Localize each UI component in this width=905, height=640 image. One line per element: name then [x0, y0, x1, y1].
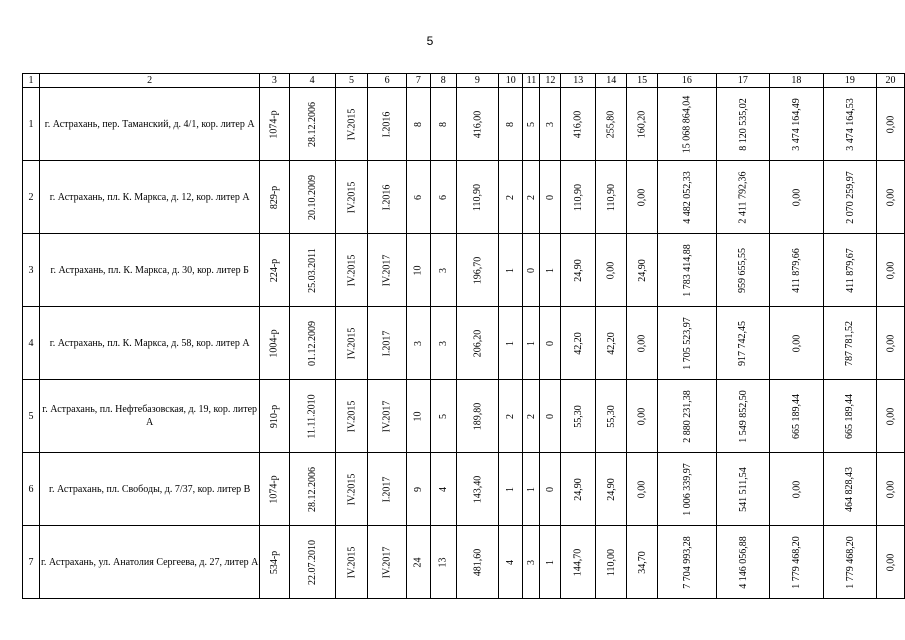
cell-value: I.2017	[381, 476, 393, 502]
cell-col-13	[561, 526, 596, 599]
cell-value: 1	[544, 559, 556, 565]
cell-col-4	[289, 234, 335, 307]
cell-value: 0,00	[885, 480, 897, 498]
cell-col-5	[335, 88, 368, 161]
cell-value: 4 146 056,88	[737, 535, 749, 589]
cell-col-19	[823, 526, 877, 599]
cell-value: 5	[525, 121, 537, 127]
cell-value: 416,00	[471, 110, 483, 138]
cell-col-15	[627, 88, 658, 161]
cell-col-4	[289, 88, 335, 161]
cell-value: 411 879,66	[790, 247, 802, 293]
cell-value: 0,00	[885, 407, 897, 425]
cell-col-12	[540, 234, 561, 307]
cell-col-17	[716, 88, 770, 161]
cell-col-4	[289, 453, 335, 526]
cell-value: IV.2015	[345, 327, 357, 359]
cell-value: 1 779 468,20	[790, 535, 802, 589]
cell-value: 24,90	[605, 477, 617, 501]
cell-col-15	[627, 161, 658, 234]
cell-value: 4	[505, 559, 517, 565]
cell-value: 0,00	[636, 188, 648, 206]
cell-col-7	[406, 234, 430, 307]
cell-col-10	[499, 453, 523, 526]
cell-value: 0	[544, 413, 556, 419]
cell-col-18	[770, 380, 824, 453]
cell-value: 9	[412, 486, 424, 492]
cell-value: 8	[505, 121, 517, 127]
cell-value: 4 482 052,33	[681, 170, 693, 224]
cell-value: IV.2015	[345, 181, 357, 213]
cell-col-1: 4	[23, 307, 40, 380]
cell-col-16	[658, 307, 717, 380]
address-cell: г. Астрахань, пл. К. Маркса, д. 58, кор. литер А	[40, 307, 260, 380]
address-cell: г. Астрахань, пл. К. Маркса, д. 30, кор. литер Б	[40, 234, 260, 307]
cell-value: 3	[437, 340, 449, 346]
cell-col-5	[335, 307, 368, 380]
cell-col-20	[877, 234, 905, 307]
cell-col-9	[456, 161, 499, 234]
cell-value: 24	[412, 557, 424, 567]
cell-col-9	[456, 380, 499, 453]
cell-col-19	[823, 453, 877, 526]
cell-col-1: 7	[23, 526, 40, 599]
table-row	[23, 453, 905, 526]
cell-col-4	[289, 526, 335, 599]
cell-col-6	[368, 234, 406, 307]
cell-col-19	[823, 161, 877, 234]
cell-value: 55,30	[605, 404, 617, 428]
cell-value: 13	[437, 557, 449, 567]
cell-col-13	[561, 380, 596, 453]
cell-value: 8	[412, 121, 424, 127]
cell-value: 24,90	[572, 477, 584, 501]
cell-value: 110,00	[605, 548, 617, 576]
cell-col-1: 6	[23, 453, 40, 526]
cell-value: 3	[437, 267, 449, 273]
cell-value: IV.2015	[345, 400, 357, 432]
address-cell: г. Астрахань, пл. Свободы, д. 7/37, кор. литер В	[40, 453, 260, 526]
cell-value: 28.12.2006	[306, 101, 318, 147]
cell-value: 8 120 535,02	[737, 97, 749, 151]
cell-col-3	[260, 380, 289, 453]
cell-col-3	[260, 161, 289, 234]
cell-value: 2 070 259,97	[844, 170, 856, 224]
cell-value: 3 474 164,49	[790, 97, 802, 151]
cell-value: 1	[505, 267, 517, 273]
cell-col-16	[658, 380, 717, 453]
cell-col-4	[289, 380, 335, 453]
cell-value: 2 880 231,38	[681, 389, 693, 443]
cell-value: IV.2017	[381, 400, 393, 432]
cell-col-13	[561, 88, 596, 161]
cell-value: I.2016	[381, 111, 393, 137]
cell-value: IV.2017	[381, 254, 393, 286]
cell-value: 0	[544, 486, 556, 492]
table-row	[23, 234, 905, 307]
table-row	[23, 526, 905, 599]
cell-value: 2	[525, 413, 537, 419]
cell-value: 3	[525, 559, 537, 565]
cell-value: 42,20	[572, 331, 584, 355]
cell-value: 1	[544, 267, 556, 273]
header-row	[23, 74, 905, 88]
cell-value: 464 828,43	[844, 466, 856, 512]
cell-col-3	[260, 526, 289, 599]
cell-value: 20.10.2009	[306, 174, 318, 220]
cell-col-20	[877, 307, 905, 380]
cell-value: 0,00	[885, 115, 897, 133]
cell-value: IV.2015	[345, 473, 357, 505]
cell-value: 110,90	[572, 183, 584, 211]
cell-value: 196,70	[471, 256, 483, 284]
cell-col-8	[430, 526, 456, 599]
header-cell-9: 9	[456, 74, 499, 88]
cell-col-13	[561, 234, 596, 307]
cell-col-15	[627, 453, 658, 526]
cell-col-11	[523, 88, 540, 161]
cell-value: 6	[437, 194, 449, 200]
cell-col-17	[716, 161, 770, 234]
table-row	[23, 307, 905, 380]
cell-col-10	[499, 88, 523, 161]
header-cell-2: 2	[40, 74, 260, 88]
cell-value: 541 511,54	[737, 466, 749, 512]
cell-value: 189,80	[471, 402, 483, 430]
cell-value: 24,90	[572, 258, 584, 282]
cell-col-11	[523, 234, 540, 307]
cell-value: 534-р	[268, 550, 280, 574]
cell-col-16	[658, 234, 717, 307]
cell-col-11	[523, 380, 540, 453]
cell-col-16	[658, 161, 717, 234]
cell-col-19	[823, 307, 877, 380]
cell-value: 1 779 468,20	[844, 535, 856, 589]
header-cell-7: 7	[406, 74, 430, 88]
cell-value: 2	[525, 194, 537, 200]
cell-col-18	[770, 161, 824, 234]
cell-value: 1	[505, 486, 517, 492]
cell-col-8	[430, 380, 456, 453]
cell-value: 1004-р	[268, 328, 280, 358]
cell-value: 2 411 792,36	[737, 170, 749, 224]
cell-col-7	[406, 453, 430, 526]
cell-col-1: 5	[23, 380, 40, 453]
cell-col-16	[658, 88, 717, 161]
cell-value: 24,90	[636, 258, 648, 282]
cell-col-5	[335, 234, 368, 307]
cell-value: 1074-р	[268, 109, 280, 139]
cell-value: 2	[505, 413, 517, 419]
cell-col-12	[540, 526, 561, 599]
cell-col-9	[456, 453, 499, 526]
cell-value: I.2017	[381, 330, 393, 356]
cell-col-10	[499, 307, 523, 380]
cell-value: 0,00	[885, 188, 897, 206]
cell-value: 0	[525, 267, 537, 273]
cell-value: 0,00	[885, 261, 897, 279]
cell-value: 1 549 852,50	[737, 389, 749, 443]
cell-col-19	[823, 380, 877, 453]
cell-value: 10	[412, 265, 424, 275]
cell-col-17	[716, 234, 770, 307]
cell-col-6	[368, 453, 406, 526]
cell-col-20	[877, 453, 905, 526]
header-cell-3: 3	[260, 74, 289, 88]
cell-col-7	[406, 526, 430, 599]
cell-value: 224-р	[268, 258, 280, 282]
cell-value: 0,00	[636, 407, 648, 425]
cell-col-7	[406, 161, 430, 234]
cell-col-15	[627, 526, 658, 599]
cell-value: 1 006 339,97	[681, 462, 693, 516]
cell-col-14	[596, 380, 627, 453]
cell-col-18	[770, 453, 824, 526]
cell-col-10	[499, 380, 523, 453]
cell-col-4	[289, 161, 335, 234]
cell-value: 0	[544, 194, 556, 200]
cell-col-7	[406, 307, 430, 380]
header-cell-10: 10	[499, 74, 523, 88]
cell-value: 255,80	[605, 110, 617, 138]
header-cell-13: 13	[561, 74, 596, 88]
cell-value: 665 189,44	[790, 393, 802, 439]
cell-value: 160,20	[636, 110, 648, 138]
cell-value: 22.07.2010	[306, 539, 318, 585]
table-row	[23, 161, 905, 234]
cell-col-5	[335, 526, 368, 599]
cell-col-16	[658, 453, 717, 526]
header-cell-17: 17	[716, 74, 770, 88]
header-cell-20: 20	[877, 74, 905, 88]
cell-col-3	[260, 234, 289, 307]
cell-col-6	[368, 307, 406, 380]
header-cell-6: 6	[368, 74, 406, 88]
cell-col-8	[430, 88, 456, 161]
cell-col-17	[716, 380, 770, 453]
cell-value: 3 474 164,53	[844, 97, 856, 151]
cell-col-10	[499, 234, 523, 307]
cell-col-8	[430, 307, 456, 380]
cell-value: 1	[505, 340, 517, 346]
cell-value: 959 655,55	[737, 247, 749, 293]
cell-value: 25.03.2011	[306, 247, 318, 293]
cell-value: 1	[525, 340, 537, 346]
table-row	[23, 380, 905, 453]
cell-value: 1 705 523,97	[681, 316, 693, 370]
table-row	[23, 88, 905, 161]
cell-col-5	[335, 453, 368, 526]
cell-col-7	[406, 88, 430, 161]
cell-col-3	[260, 307, 289, 380]
cell-col-5	[335, 161, 368, 234]
cell-col-18	[770, 526, 824, 599]
cell-col-18	[770, 88, 824, 161]
cell-col-16	[658, 526, 717, 599]
cell-col-5	[335, 380, 368, 453]
cell-col-18	[770, 307, 824, 380]
header-cell-11: 11	[523, 74, 540, 88]
cell-value: 0,00	[790, 480, 802, 498]
header-cell-4: 4	[289, 74, 335, 88]
page-number: 5	[426, 34, 434, 48]
cell-value: 4	[437, 486, 449, 492]
header-cell-1: 1	[23, 74, 40, 88]
cell-col-1: 1	[23, 88, 40, 161]
cell-col-17	[716, 307, 770, 380]
cell-col-20	[877, 526, 905, 599]
cell-col-14	[596, 161, 627, 234]
cell-col-3	[260, 453, 289, 526]
cell-col-8	[430, 234, 456, 307]
cell-value: 8	[437, 121, 449, 127]
cell-value: 34,70	[636, 550, 648, 574]
address-cell: г. Астрахань, пер. Таманский, д. 4/1, кор. литер А	[40, 88, 260, 161]
cell-value: 917 742,45	[737, 320, 749, 366]
resettlement-table	[22, 73, 905, 599]
cell-value: 0,00	[790, 334, 802, 352]
cell-value: 481,60	[471, 548, 483, 576]
cell-col-8	[430, 453, 456, 526]
header-cell-18: 18	[770, 74, 824, 88]
cell-value: 829-р	[268, 185, 280, 209]
cell-col-11	[523, 526, 540, 599]
cell-col-13	[561, 453, 596, 526]
cell-col-15	[627, 307, 658, 380]
cell-value: 0,00	[885, 334, 897, 352]
address-cell: г. Астрахань, пл. Нефтебазовская, д. 19, кор. литер А	[40, 380, 260, 453]
cell-col-6	[368, 526, 406, 599]
cell-col-1: 2	[23, 161, 40, 234]
cell-col-20	[877, 380, 905, 453]
cell-value: IV.2017	[381, 546, 393, 578]
cell-value: 7 704 993,28	[681, 535, 693, 589]
cell-col-17	[716, 453, 770, 526]
cell-col-1: 3	[23, 234, 40, 307]
header-cell-19: 19	[823, 74, 877, 88]
cell-col-14	[596, 307, 627, 380]
header-cell-5: 5	[335, 74, 368, 88]
cell-value: 0,00	[636, 334, 648, 352]
cell-value: 28.12.2006	[306, 466, 318, 512]
cell-col-11	[523, 307, 540, 380]
cell-col-20	[877, 161, 905, 234]
cell-value: 3	[544, 121, 556, 127]
cell-value: 11.11.2010	[306, 393, 318, 439]
cell-col-7	[406, 380, 430, 453]
cell-value: 0,00	[790, 188, 802, 206]
cell-value: 1074-р	[268, 474, 280, 504]
address-cell: г. Астрахань, ул. Анатолия Сергеева, д. 27, литер А	[40, 526, 260, 599]
cell-value: 206,20	[471, 329, 483, 357]
cell-value: 3	[412, 340, 424, 346]
cell-col-12	[540, 88, 561, 161]
header-cell-8: 8	[430, 74, 456, 88]
cell-value: 416,00	[572, 110, 584, 138]
header-cell-15: 15	[627, 74, 658, 88]
cell-col-17	[716, 526, 770, 599]
cell-col-14	[596, 234, 627, 307]
cell-col-15	[627, 380, 658, 453]
cell-col-9	[456, 307, 499, 380]
cell-value: 910-р	[268, 404, 280, 428]
cell-col-9	[456, 234, 499, 307]
cell-col-6	[368, 88, 406, 161]
cell-col-14	[596, 88, 627, 161]
cell-col-11	[523, 453, 540, 526]
cell-value: 1	[525, 486, 537, 492]
cell-col-14	[596, 453, 627, 526]
cell-col-19	[823, 234, 877, 307]
cell-value: 6	[412, 194, 424, 200]
cell-col-4	[289, 307, 335, 380]
cell-col-20	[877, 88, 905, 161]
cell-col-9	[456, 526, 499, 599]
cell-value: 144,70	[572, 548, 584, 576]
cell-col-6	[368, 380, 406, 453]
cell-col-12	[540, 307, 561, 380]
cell-value: 787 781,52	[844, 320, 856, 366]
cell-col-19	[823, 88, 877, 161]
header-cell-16: 16	[658, 74, 717, 88]
cell-col-14	[596, 526, 627, 599]
cell-col-12	[540, 161, 561, 234]
cell-value: 10	[412, 411, 424, 421]
header-cell-14: 14	[596, 74, 627, 88]
cell-col-13	[561, 307, 596, 380]
cell-col-18	[770, 234, 824, 307]
cell-value: 411 879,67	[844, 247, 856, 293]
header-cell-12: 12	[540, 74, 561, 88]
cell-col-15	[627, 234, 658, 307]
cell-value: I.2016	[381, 184, 393, 210]
cell-col-10	[499, 526, 523, 599]
cell-value: 0,00	[605, 261, 617, 279]
cell-col-13	[561, 161, 596, 234]
cell-col-8	[430, 161, 456, 234]
cell-value: 1 783 414,88	[681, 243, 693, 297]
cell-value: 143,40	[471, 475, 483, 503]
cell-value: 665 189,44	[844, 393, 856, 439]
cell-value: 0	[544, 340, 556, 346]
cell-value: 42,20	[605, 331, 617, 355]
cell-value: 5	[437, 413, 449, 419]
cell-col-12	[540, 453, 561, 526]
cell-value: 110,90	[605, 183, 617, 211]
cell-value: 15 068 864,04	[681, 95, 693, 153]
cell-col-12	[540, 380, 561, 453]
address-cell: г. Астрахань, пл. К. Маркса, д. 12, кор. литер А	[40, 161, 260, 234]
cell-value: 55,30	[572, 404, 584, 428]
cell-col-10	[499, 161, 523, 234]
cell-col-6	[368, 161, 406, 234]
cell-value: 01.12.2009	[306, 320, 318, 366]
cell-value: IV.2015	[345, 254, 357, 286]
cell-value: 110,90	[471, 183, 483, 211]
cell-value: IV.2015	[345, 108, 357, 140]
cell-col-11	[523, 161, 540, 234]
cell-value: 0,00	[885, 553, 897, 571]
cell-value: 0,00	[636, 480, 648, 498]
cell-col-3	[260, 88, 289, 161]
cell-value: 2	[505, 194, 517, 200]
cell-col-9	[456, 88, 499, 161]
cell-value: IV.2015	[345, 546, 357, 578]
